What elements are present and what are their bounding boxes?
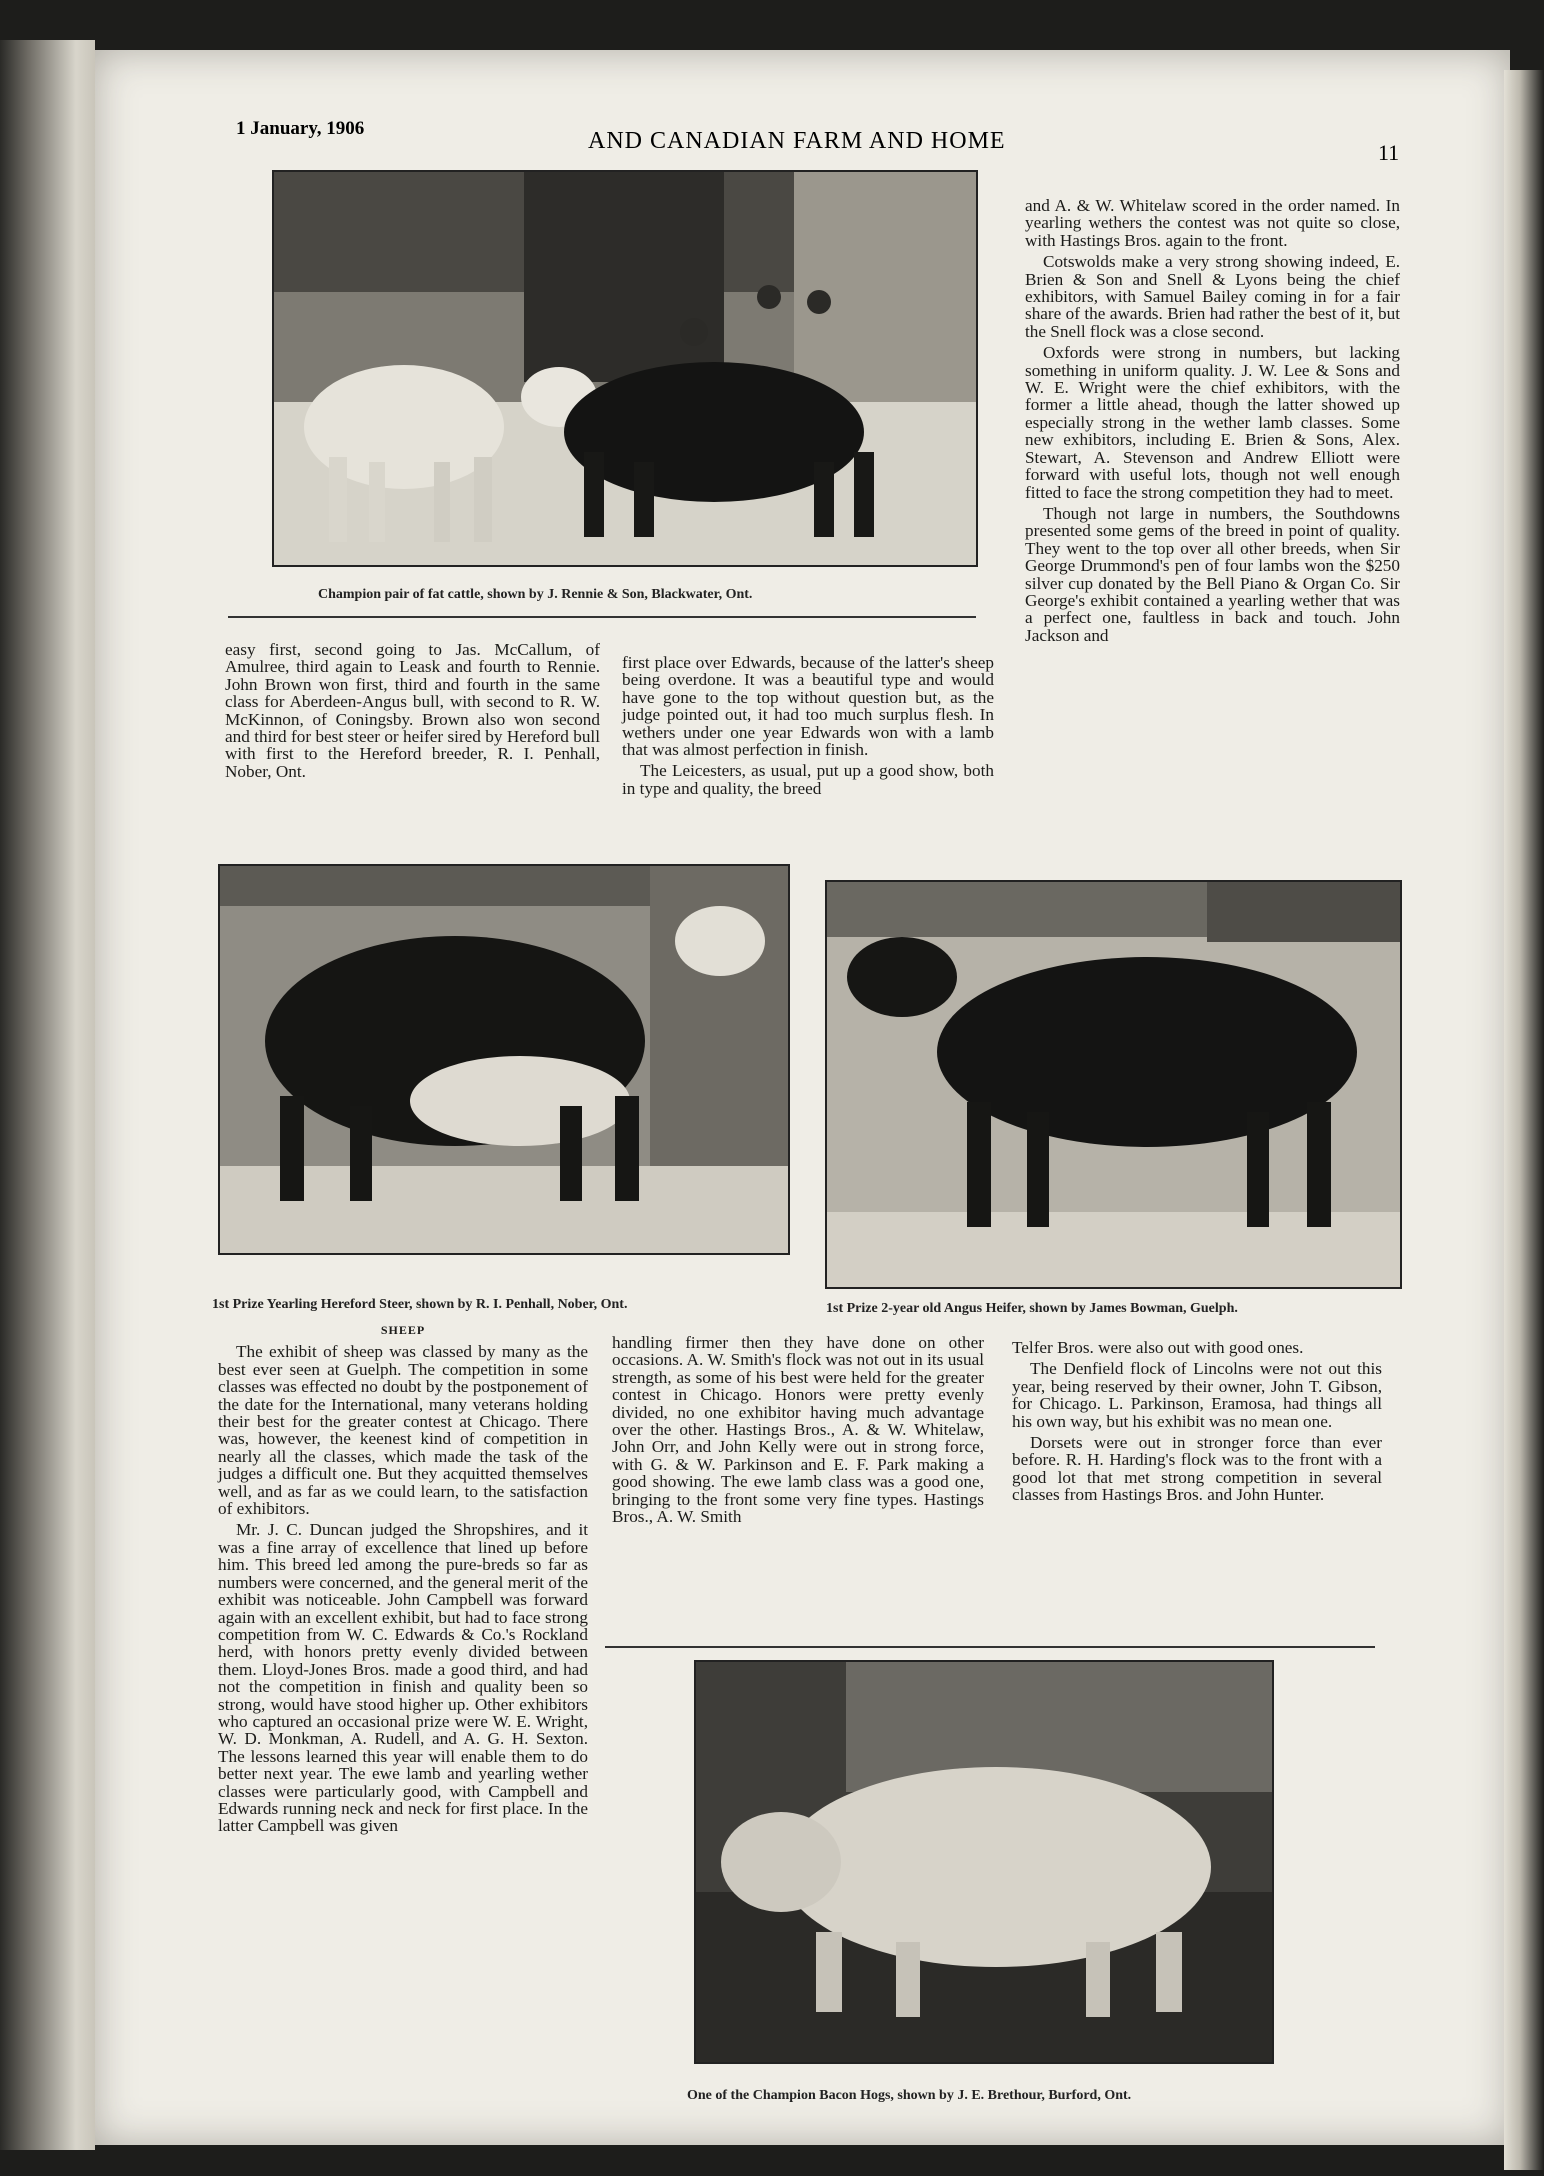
column-top-right xyxy=(1025,197,1400,648)
publication-title: AND CANADIAN FARM AND HOME xyxy=(588,128,1006,154)
divider-rule xyxy=(605,1646,1375,1648)
paragraph: The Denfield flock of Lincolns were not out this year, being reserved by their owner, John T. Gibson, for Chicago. L. Parkinson, Eramosa, had things all his own way, but his exhibit was no mean one. xyxy=(1012,1359,1382,1431)
caption-angus: 1st Prize 2-year old Angus Heifer, shown by James Bowman, Guelph. xyxy=(826,1301,1238,1316)
adjacent-page-edge xyxy=(0,40,95,2150)
column-mid-center xyxy=(622,654,994,801)
section-heading-sheep: SHEEP xyxy=(380,1323,426,1337)
paragraph: Telfer Bros. were also out with good ones. xyxy=(1012,1338,1304,1357)
column-bottom-right xyxy=(1012,1339,1382,1508)
divider-rule xyxy=(228,616,976,618)
photo-bacon-hog xyxy=(694,1660,1274,2064)
caption-bacon-hog: One of the Champion Bacon Hogs, shown by J. E. Brethour, Burford, Ont. xyxy=(687,2088,1132,2103)
paragraph: The exhibit of sheep was classed by many as the best ever seen at Guelph. The competition in some classes was effected no doubt by the postponement of the date for the International, many veterans holding their best for the greater contest at Chicago. There was, however, the keenest kind of competition in nearly all the classes, which made the task of the judges a difficult one. But they acquitted themselves well, and as far as we could learn, to the satisfaction of exhibitors. xyxy=(218,1342,588,1519)
photo-hereford-steer xyxy=(218,864,790,1255)
photo-fat-cattle xyxy=(272,170,978,567)
paragraph: and A. & W. Whitelaw scored in the order named. In yearling wethers the contest was not quite so close, with Hastings Bros. again to the front. xyxy=(1025,196,1400,250)
scan-right-edge xyxy=(1504,70,1544,2170)
column-sheep-left xyxy=(218,1322,588,1839)
column-mid-left xyxy=(225,641,600,784)
paragraph: The Leicesters, as usual, put up a good show, both in type and quality, the breed xyxy=(622,761,994,798)
paragraph: easy first, second going to Jas. McCallum, of Amulree, third again to Leask and fourth to Rennie. John Brown won first, third and fourth in the same class for Aberdeen-Angus bull, with second to R. W. McKinnon, of Coningsby. Brown also won second and third for best steer or heifer sired by Hereford bull with first to the Hereford breeder, R. I. Penhall, Nober, Ont. xyxy=(225,640,600,781)
caption-fat-cattle: Champion pair of fat cattle, shown by J. Rennie & Son, Blackwater, Ont. xyxy=(318,587,753,602)
issue-date: 1 January, 1906 xyxy=(236,118,365,139)
paragraph: handling firmer then they have done on other occasions. A. W. Smith's flock was not out in its usual strength, as some of his best were held for the greater contest in Chicago. Honors were pretty evenly divided, no one exhibitor having much advantage over the other. Hastings Bros., A. & W. Whitelaw, John Orr, and John Kelly were out in strong force, with G. & W. Parkinson and E. F. Park making a good showing. The ewe lamb class was a good one, bringing to the front some very fine types. Hastings Bros., A. W. Smith xyxy=(612,1333,984,1527)
paragraph: first place over Edwards, because of the latter's sheep being overdone. It was a beautiful type and would have gone to the top without question but, as the judge pointed out, it had too much surplus flesh. In wethers under one year Edwards won with a lamb that was almost perfection in finish. xyxy=(622,653,994,760)
page-number: 11 xyxy=(1378,140,1400,165)
photo-angus-heifer xyxy=(825,880,1402,1289)
paragraph: Though not large in numbers, the Southdowns presented some gems of the breed in point of quality. They went to the top over all other breeds, when Sir George Drummond's pen of four lambs won the $250 silver cup donated by the Bell Piano & Organ Co. Sir George's exhibit contained a yearling wether that was a perfect one, faultless in back and touch. John Jackson and xyxy=(1025,503,1400,645)
paragraph: Cotswolds make a very strong showing indeed, E. Brien & Son and Snell & Lyons being the chief exhibitors, with Samuel Bailey coming in for a fair share of the awards. Brien had rather the best of it, but the Snell flock was a close second. xyxy=(1025,252,1400,341)
paragraph: Oxfords were strong in numbers, but lacking something in uniform quality. J. W. Lee & Sons and W. E. Wright were the chief exhibitors, with the former a little ahead, though the latter showed up especially strong in the wether lamb classes. Some new exhibitors, including E. Brien & Sons, Alex. Stewart, A. Stevenson and Andrew Elliott were forward with useful lots, though not well enough fitted to face the strong competition they had to meet. xyxy=(1025,343,1400,502)
caption-hereford: 1st Prize Yearling Hereford Steer, shown by R. I. Penhall, Nober, Ont. xyxy=(212,1297,628,1312)
column-bottom-center xyxy=(612,1334,984,1529)
paragraph: Dorsets were out in stronger force than ever before. R. H. Harding's flock was to the front with a good lot that met strong competition in several classes from Hastings Bros. and John Hunter. xyxy=(1012,1433,1382,1505)
paragraph: Mr. J. C. Duncan judged the Shropshires, and it was a fine array of excellence that lined up before him. This breed led among the pure-breds so far as numbers were concerned, and the general merit of the exhibit was noticeable. John Campbell was forward again with an excellent exhibit, but had to face strong competition from W. C. Edwards & Co.'s Rockland herd, with honors pretty evenly divided between them. Lloyd-Jones Bros. made a good third, and had not the competition in finish and quality been so strong, would have stood higher up. Other exhibitors who captured an occasional prize were W. E. Wright, W. D. Monkman, A. Rudell, and A. G. H. Sexton. The lessons learned this year will enable them to do better next year. The ewe lamb and yearling wether classes were particularly good, with Campbell and Edwards running neck and neck for first place. In the latter Campbell was given xyxy=(218,1520,588,1836)
